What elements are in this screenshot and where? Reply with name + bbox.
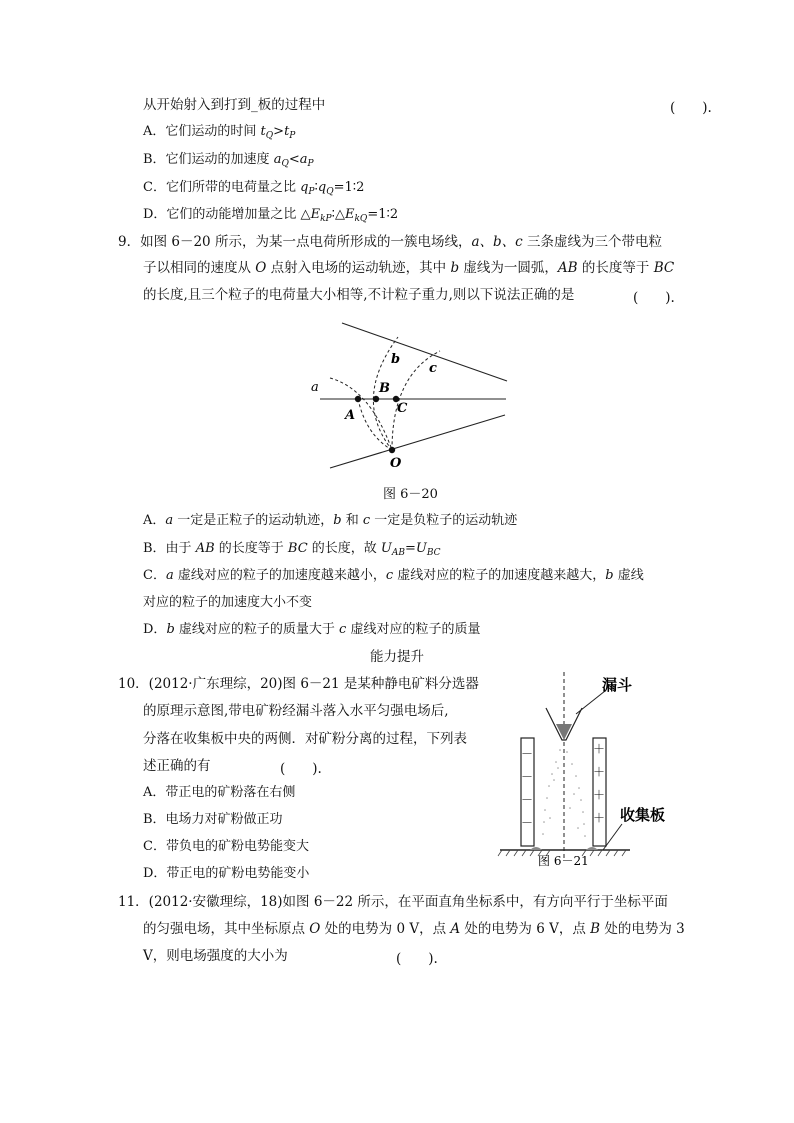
- q9-stem-line2: 子以相同的速度从 O 点射入电场的运动轨迹，其中 b 虚线为一圆弧，AB 的长度等于 BC: [143, 260, 675, 276]
- field-line-lower: [330, 415, 505, 468]
- label-point-c: C: [397, 401, 408, 416]
- figure-6-20-caption: 图 6－20: [383, 487, 438, 502]
- q9-answer-paren: ( ).: [633, 290, 675, 306]
- q10-option-a: A．带正电的矿粉落在右侧: [143, 785, 296, 800]
- minus-sign-2: －: [521, 770, 534, 784]
- q9-option-c-line2: 对应的粒子的加速度大小不变: [143, 595, 313, 610]
- q8-option-a: A．它们运动的时间 $t_Q>t_P$: [143, 124, 296, 141]
- minus-sign-3: －: [521, 793, 534, 807]
- point-b: [373, 396, 379, 402]
- q8-answer-paren: ( ).: [670, 100, 712, 116]
- q11-stem-line3: V，则电场强度的大小为: [143, 948, 288, 964]
- label-b-curve: b: [391, 352, 401, 367]
- field-line-upper: [342, 323, 507, 381]
- plus-sign-3: ＋: [593, 788, 606, 802]
- point-a: [355, 396, 361, 402]
- q10-option-d: D．带正电的矿粉电势能变小: [143, 866, 310, 881]
- q8-option-d: D．它们的动能增加量之比 $\triangle E_{kP}∶\triangle E_{kQ}=1∶2$: [143, 207, 399, 224]
- plus-sign-2: ＋: [593, 765, 606, 779]
- label-point-o: O: [390, 456, 402, 471]
- figure-6-21-caption: 图 6－21: [538, 854, 589, 868]
- q11-stem-line1: 11．(2012·安徽理综，18)如图 6－22 所示，在平面直角坐标系中，有方向平行于坐标平面: [118, 894, 668, 910]
- q8-stem-tail: 从开始射入到打到_板的过程中: [143, 97, 326, 113]
- plus-sign-1: ＋: [593, 742, 606, 756]
- q9-option-a: A．a 一定是正粒子的运动轨迹，b 和 c 一定是负粒子的运动轨迹: [143, 513, 518, 528]
- point-o: [389, 447, 395, 453]
- q10-option-c: C．带负电的矿粉电势能变大: [143, 839, 309, 854]
- minus-sign-4: －: [521, 816, 534, 830]
- q10-answer-paren: ( ).: [280, 761, 322, 777]
- q10-option-b: B．电场力对矿粉做正功: [143, 812, 283, 827]
- board-label: 收集板: [620, 806, 666, 824]
- figure-6-20: [300, 315, 515, 475]
- q11-answer-paren: ( ).: [396, 951, 438, 967]
- funnel-leader-line: [576, 691, 605, 714]
- q9-stem-line1: 9．如图 6－20 所示，为某一点电荷所形成的一簇电场线，a、b、c 三条虚线为三个带电粒: [118, 234, 663, 250]
- q9-option-d: D．b 虚线对应的粒子的质量大于 c 虚线对应的粒子的质量: [143, 622, 481, 637]
- label-point-b: B: [379, 381, 390, 396]
- q9-option-b: B．由于 AB 的长度等于 BC 的长度，故 $U_{AB}=U_{BC}$: [143, 541, 441, 558]
- q10-stem-line4: 述正确的有: [143, 758, 211, 774]
- trajectory-a-lower: [358, 399, 392, 450]
- powder-pile-right: [586, 847, 598, 850]
- q10-stem-line2: 的原理示意图,带电矿粉经漏斗落入水平匀强电场后,: [143, 703, 449, 719]
- q8-option-c: C．它们所带的电荷量之比 $q_P∶q_Q=1∶2$: [143, 180, 365, 197]
- powder-pile-left: [530, 847, 542, 850]
- q11-stem-line2: 的匀强电场，其中坐标原点 O 处的电势为 0 V，点 A 处的电势为 6 V，点 B 处的电势为 3: [143, 921, 685, 937]
- label-a-curve: a: [311, 380, 319, 395]
- funnel-label: 漏斗: [602, 676, 633, 694]
- minus-sign-1: －: [521, 747, 534, 761]
- q9-option-c-line1: C．a 虚线对应的粒子的加速度越来越小，c 虚线对应的粒子的加速度越来越大，b 虚线: [143, 568, 644, 583]
- plus-sign-4: ＋: [593, 811, 606, 825]
- q8-option-b: B．它们运动的加速度 $a_Q<a_P$: [143, 152, 314, 169]
- label-c-curve: c: [429, 361, 437, 376]
- q10-stem-line3: 分落在收集板中央的两侧．对矿粉分离的过程，下列表: [143, 731, 467, 747]
- q10-stem-line1: 10．(2012·广东理综，20)图 6－21 是某种静电矿料分选器: [118, 676, 479, 692]
- q9-stem-line3: 的长度,且三个粒子的电荷量大小相等,不计粒子重力,则以下说法正确的是: [143, 287, 575, 303]
- figure-6-21: [490, 668, 690, 870]
- section-title: 能力提升: [370, 649, 424, 665]
- label-point-a: A: [345, 408, 356, 423]
